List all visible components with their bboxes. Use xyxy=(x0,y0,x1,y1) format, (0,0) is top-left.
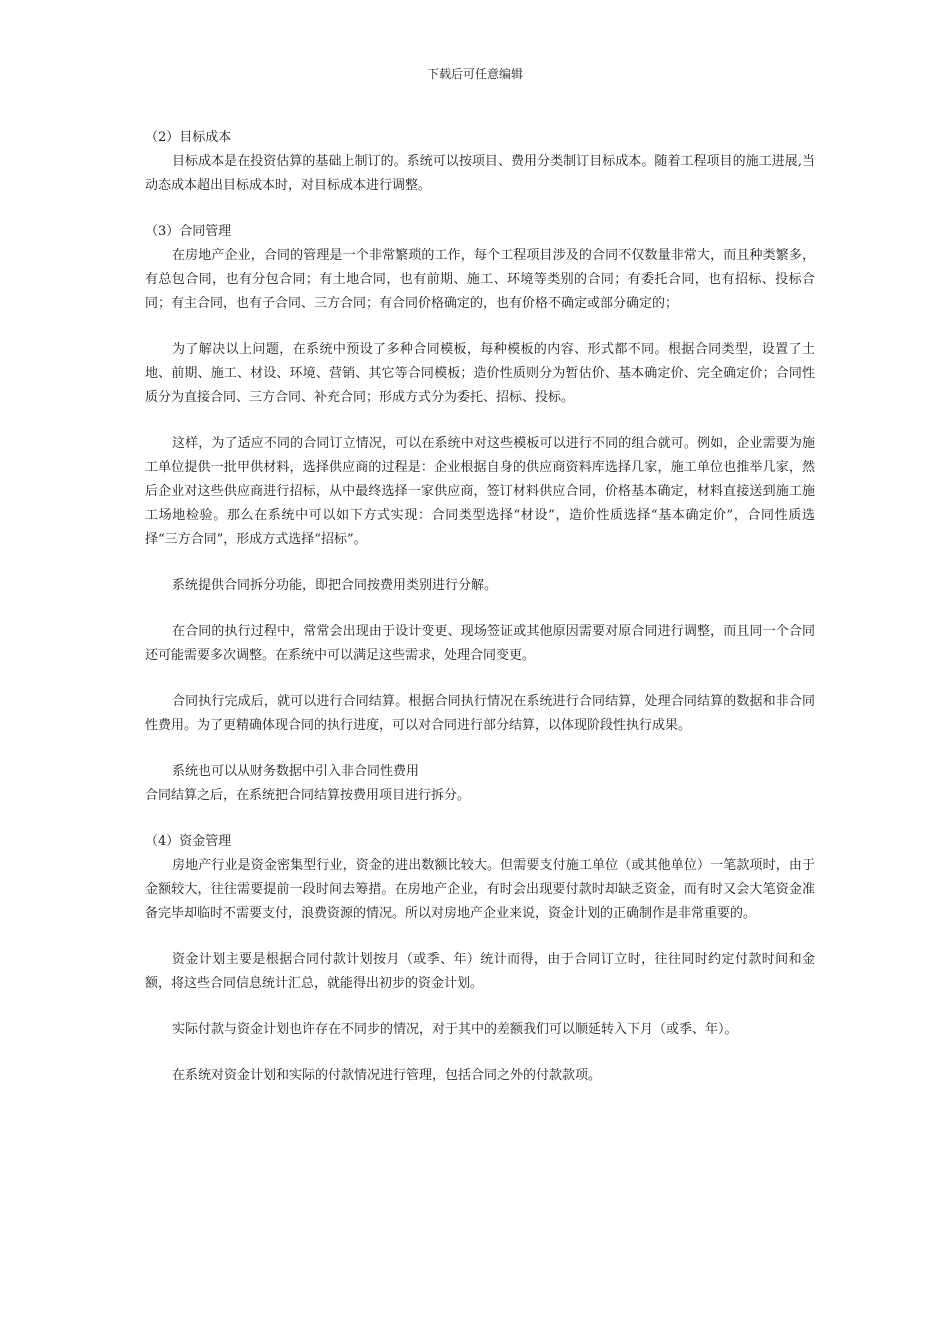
section-heading-target-cost: （2）目标成本 xyxy=(145,130,232,145)
paragraph: 在合同的执行过程中，常常会出现由于设计变更、现场签证或其他原因需要对原合同进行调整，而且同一个合同还可能需要多次调整。在系统中可以满足这些需求，处理合同变更。 xyxy=(145,624,815,663)
spacer xyxy=(145,316,815,338)
spacer xyxy=(145,552,815,574)
paragraph: 在系统对资金计划和实际的付款情况进行管理，包括合同之外的付款款项。 xyxy=(172,1068,602,1083)
spacer xyxy=(145,738,815,760)
paragraph: 在房地产企业，合同的管理是一个非常繁琐的工作，每个工程项目涉及的合同不仅数量非常大，而且种类繁多，有总包合同，也有分包合同；有土地合同，也有前期、施工、环境等类别的合同；有委托合同，也有招标、投标合同；有主合同，也有子合同、三方合同；有合同价格确定的，也有价格不确定或部分确定的； xyxy=(145,248,815,311)
paragraph: 目标成本是在投资估算的基础上制订的。系统可以按项目、费用分类制订目标成本。随着工程项目的施工进展,当动态成本超出目标成本时，对目标成本进行调整。 xyxy=(145,154,815,193)
spacer xyxy=(145,996,815,1018)
document-body xyxy=(145,126,815,1088)
paragraph: 为了解决以上问题，在系统中预设了多种合同模板，每种模板的内容、形式都不同。根据合同类型，设置了土地、前期、施工、材设、环境、营销、其它等合同模板；造价性质则分为暂估价、基本确定价、完全确定价；合同性质分为直接合同、三方合同、补充合同；形成方式分为委托、招标、投标。 xyxy=(145,342,815,405)
spacer xyxy=(145,410,815,432)
paragraph: 这样，为了适应不同的合同订立情况，可以在系统中对这些模板可以进行不同的组合就可。例如，企业需要为施工单位提供一批甲供材料，选择供应商的过程是：企业根据自身的供应商资料库选择几家，施工单位也推举几家，然后企业对这些供应商进行招标，从中最终选择一家供应商，签订材料供应合同，价格基本确定，材料直接送到施工施工场地检验。那么在系统中可以如下方式实现：合同类型选择“材设”，造价性质选择“基本确定价”，合同性质选择“三方合同”，形成方式选择“招标”。 xyxy=(145,436,815,547)
paragraph: 合同执行完成后，就可以进行合同结算。根据合同执行情况在系统进行合同结算，处理合同结算的数据和非合同性费用。为了更精确体现合同的执行进度，可以对合同进行部分结算，以体现阶段性执行成果。 xyxy=(145,694,815,733)
paragraph: 资金计划主要是根据合同付款计划按月（或季、年）统计而得，由于合同订立时，往往同时约定付款时间和金额，将这些合同信息统计汇总，就能得出初步的资金计划。 xyxy=(145,952,815,991)
spacer xyxy=(145,808,815,830)
paragraph: 系统提供合同拆分功能，即把合同按费用类别进行分解。 xyxy=(172,578,498,593)
spacer xyxy=(145,668,815,690)
spacer xyxy=(145,198,815,220)
spacer xyxy=(145,598,815,620)
section-heading-fund-mgmt: （4）资金管理 xyxy=(145,834,232,849)
spacer xyxy=(145,1042,815,1064)
section-heading-contract-mgmt: （3）合同管理 xyxy=(145,224,232,239)
paragraph: 合同结算之后，在系统把合同结算按费用项目进行拆分。 xyxy=(145,788,471,803)
paragraph: 房地产行业是资金密集型行业，资金的进出数额比较大。但需要支付施工单位（或其他单位）一笔款项时，由于金额较大，往往需要提前一段时间去筹措。在房地产企业，有时会出现要付款时却缺乏资金，而有时又会大笔资金准备完毕却临时不需要支付，浪费资源的情况。所以对房地产企业来说，资金计划的正确制作是非常重要的。 xyxy=(145,858,815,921)
spacer xyxy=(145,926,815,948)
page-header: 下载后可任意编辑 xyxy=(426,67,523,81)
paragraph: 系统也可以从财务数据中引入非合同性费用 xyxy=(172,764,420,779)
paragraph: 实际付款与资金计划也许存在不同步的情况，对于其中的差额我们可以顺延转入下月（或季、年）。 xyxy=(172,1022,738,1037)
